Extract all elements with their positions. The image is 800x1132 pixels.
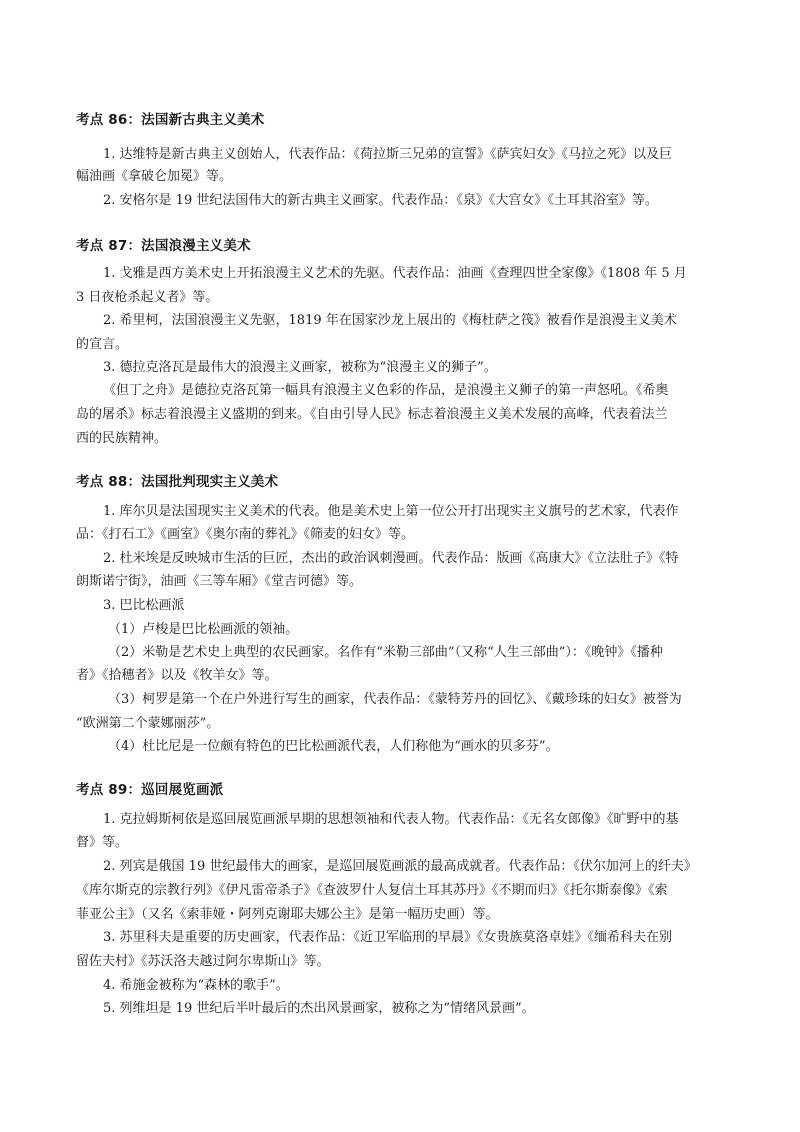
paragraph-line: “欧洲第二个蒙娜丽莎”。 [76,716,220,731]
paragraph-line: 《库尔斯克的宗教行列》《伊凡雷帝杀子》《查波罗什人复信土耳其苏丹》《不期而归》《托尔斯泰像》《索 [76,883,668,898]
paragraph-line: 品：《打石工》《画室》《奥尔南的葬礼》《筛麦的妇女》等。 [76,527,415,542]
paragraph-line: 岛的屠杀》标志着浪漫主义盛期的到来。《自由引导人民》标志着浪漫主义美术发展的高峰，代表着法兰 [76,407,668,422]
paragraph-line: 3. 苏里科夫是重要的历史画家，代表作品：《近卫军临刑的早晨》《女贵族莫洛卓娃》《缅希科夫在别 [103,930,673,945]
paragraph-line: 2. 安格尔是 19 世纪法国伟大的新古典主义画家。代表作品：《泉》《大宫女》《土耳其浴室》等。 [103,193,658,208]
section-title-87: 考点 87：法国浪漫主义美术 [76,238,251,254]
paragraph-line: 3. 德拉克洛瓦是最伟大的浪漫主义画家，被称为“浪漫主义的狮子”。 [103,360,497,375]
paragraph-line: 2. 希里柯，法国浪漫主义先驱，1819 年在国家沙龙上展出的《梅杜萨之筏》被看作是浪漫主义美术 [103,313,677,328]
paragraph-line: 2. 列宾是俄国 19 世纪最伟大的画家，是巡回展览画派的最高成就者。代表作品：《伏尔加河上的纤夫》 [103,859,697,874]
paragraph-line: （3）柯罗是第一个在户外进行写生的画家，代表作品：《蒙特芳丹的回忆》、《戴珍珠的妇女》被誉为 [108,692,682,707]
paragraph-line: 1. 克拉姆斯柯依是巡回展览画派早期的思想领袖和代表人物。代表作品：《无名女郎像》《旷野中的基 [103,812,679,827]
section-title-86: 考点 86：法国新古典主义美术 [76,112,265,128]
paragraph-line: 幅油画《拿破仑加冕》等。 [76,169,233,184]
paragraph-line: 留佐夫村》《苏沃洛夫越过阿尔卑斯山》等。 [76,954,330,969]
paragraph-line: 朗斯诺宁街》，油画《三等车厢》《堂吉诃德》等。 [76,574,363,589]
paragraph-line: （1）卢梭是巴比松画派的领袖。 [108,622,299,637]
paragraph-line: 督》等。 [76,835,129,850]
paragraph-line: 的宣言。 [76,337,129,352]
paragraph-line: 3. 巴比松画派 [103,598,185,613]
section-title-89: 考点 89：巡回展览画派 [76,782,224,798]
paragraph-line: 1. 库尔贝是法国现实主义美术的代表。他是美术史上第一位公开打出现实主义旗号的艺术家，代表作 [103,504,679,519]
paragraph-line: 4. 希施金被称为“森林的歌手”。 [103,978,289,993]
paragraph-line: 1. 戈雅是西方美术史上开拓浪漫主义艺术的先驱。代表作品：油画《查理四世全家像》《1808 年 5 月 [103,266,687,281]
paragraph-line: 者》《拾穗者》以及《牧羊女》等。 [76,668,278,683]
paragraph-line: （4）杜比尼是一位颇有特色的巴比松画派代表，人们称他为“画水的贝多芬”。 [108,739,559,754]
paragraph-line: 《但丁之舟》是德拉克洛瓦第一幅具有浪漫主义色彩的作品，是浪漫主义狮子的第一声怒吼。《希奥 [103,383,669,398]
section-title-88: 考点 88：法国批判现实主义美术 [76,474,279,490]
paragraph-line: 3 日夜枪杀起义者》等。 [76,290,219,305]
paragraph-line: 1. 达维特是新古典主义创始人，代表作品：《荷拉斯三兄弟的宣誓》《萨宾妇女》《马拉之死》以及巨 [103,147,673,162]
paragraph-line: 5. 列维坦是 19 世纪后半叶最后的杰出风景画家，被称之为“情绪风景画”。 [103,1001,535,1016]
paragraph-line: 菲亚公主》（又名《索菲娅・阿列克谢耶夫娜公主》是第一幅历史画）等。 [76,907,499,922]
paragraph-line: （2）米勒是艺术史上典型的农民画家。名作有“米勒三部曲”（又称“人生三部曲”）：《晚钟》《播种 [108,645,663,660]
paragraph-line: 西的民族精神。 [76,431,168,446]
paragraph-line: 2. 杜米埃是反映城市生活的巨匠，杰出的政治讽刺漫画。代表作品：版画《高康大》《立法肚子》《特 [103,551,679,566]
